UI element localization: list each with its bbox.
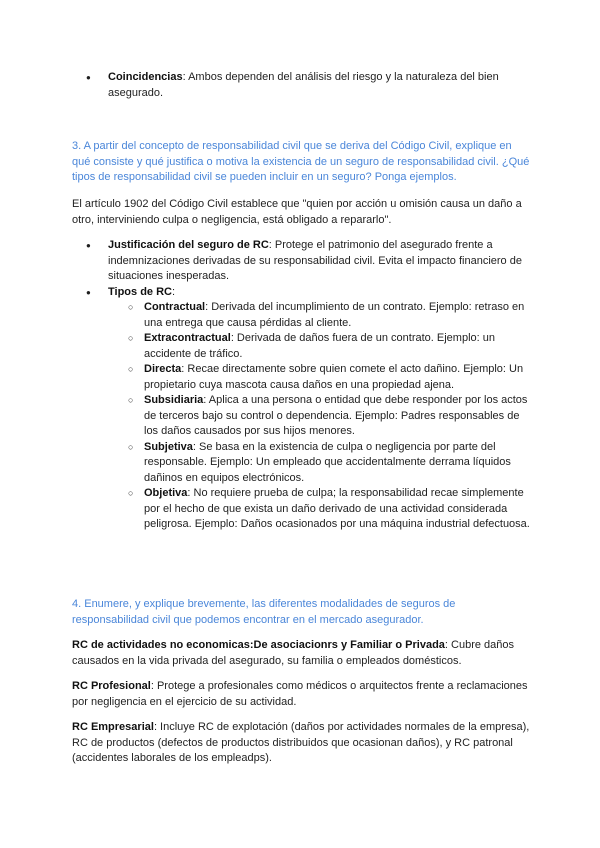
text-subsidiaria: : Aplica a una persona o entidad que debe responder por los actos de terceros bajo su control o dependencia. Ejemplo: Padres responsables de los daños causados por sus hijos menores.	[144, 394, 528, 437]
list-item-contractual	[108, 300, 532, 331]
list-item-subjetiva	[108, 440, 532, 487]
text-rc-empresarial: : Incluye RC de explotación (daños por actividades normales de la empresa), RC de productos (defectos de productos distribuidos que ocasionan daños), y RC patronal (accidentes laborales de los empleadps).	[72, 721, 530, 764]
paragraph-rc-actividades	[72, 638, 532, 669]
list-item-justificacion	[72, 238, 532, 285]
term-rc-profesional: RC Profesional	[72, 680, 151, 692]
text-rc-actividades: : Cubre daños causados en la vida privada del asegurado, su familia o empleados domésticos.	[72, 639, 515, 667]
coincidencias-section	[72, 70, 532, 101]
question-4: 4. Enumere, y explique brevemente, las diferentes modalidades de seguros de responsabilidad civil que podemos encontrar en el mercado asegurador.	[72, 598, 456, 626]
term-rc-empresarial: RC Empresarial	[72, 721, 154, 733]
text-justificacion: : Protege el patrimonio del asegurado frente a indemnizaciones derivadas de su responsabilidad civil. Evita el impacto financiero de situaciones inesperadas.	[108, 239, 522, 282]
text-contractual: : Derivada del incumplimiento de un contrato. Ejemplo: retraso en una entrega que causa pérdidas al cliente.	[144, 301, 525, 329]
list-item-objetiva	[108, 486, 532, 533]
term-justificacion: Justificación del seguro de RC	[108, 239, 269, 251]
text-directa: : Recae directamente sobre quien comete el acto dañino. Ejemplo: Un propietario cuya mascota causa daños en una propiedad ajena.	[144, 363, 524, 391]
question-3: 3. A partir del concepto de responsabilidad civil que se deriva del Código Civil, explique en qué consiste y qué justifica o motiva la existencia de un seguro de responsabilidad civil. ¿Qué tipos de responsabilidad civil se pueden incluir en un seguro? Ponga ejemplos.	[72, 140, 530, 183]
term-extracontractual: Extracontractual	[144, 332, 231, 344]
term-directa: Directa	[144, 363, 182, 375]
text-rc-profesional: : Protege a profesionales como médicos o arquitectos frente a reclamaciones por negligencia en el ejercicio de su actividad.	[72, 680, 528, 708]
term-rc-actividades: RC de actividades no economicas:De asociacionrs y Familiar o Privada	[72, 639, 445, 651]
tipos-colon: :	[171, 285, 176, 298]
list-item-subsidiaria	[108, 393, 532, 440]
paragraph-rc-empresarial	[72, 720, 532, 767]
text-extracontractual: : Derivada de daños fuera de un contrato. Ejemplo: un accidente de tráfico.	[144, 332, 495, 360]
term-coincidencias: Coincidencias	[108, 71, 183, 83]
paragraph-rc-profesional	[72, 679, 532, 710]
list-item-extracontractual	[108, 331, 532, 362]
text-objetiva: : No requiere prueba de culpa; la responsabilidad recae simplemente por el hecho de que exista un daño derivado de una actividad considerada peligrosa. Ejemplo: Daños ocasionados por una máquina industrial defectuosa.	[144, 487, 530, 530]
list-item-directa	[108, 362, 532, 393]
term-objetiva: Objetiva	[144, 487, 188, 499]
text-subjetiva: : Se basa en la existencia de culpa o negligencia por parte del responsable. Ejemplo: Un empleado que accidentalmente derrama líquidos dañinos en equipos electrónicos.	[144, 440, 511, 484]
term-contractual: Contractual	[144, 301, 206, 313]
paragraph-articulo-1902: El artículo 1902 del Código Civil establece que "quien por acción u omisión causa un daño a otro, interviniendo culpa o negligencia, está obligado a repararlo".	[72, 198, 522, 226]
list-item-tipos	[72, 285, 532, 533]
text-coincidencias: : Ambos dependen del análisis del riesgo y la naturaleza del bien asegurado.	[108, 71, 499, 99]
term-subsidiaria: Subsidiaria	[144, 394, 204, 406]
term-tipos: Tipos de RC	[108, 285, 172, 298]
tipos-rc-section	[72, 238, 532, 533]
term-subjetiva: Subjetiva	[144, 440, 193, 453]
list-item-coincidencias	[72, 70, 532, 101]
